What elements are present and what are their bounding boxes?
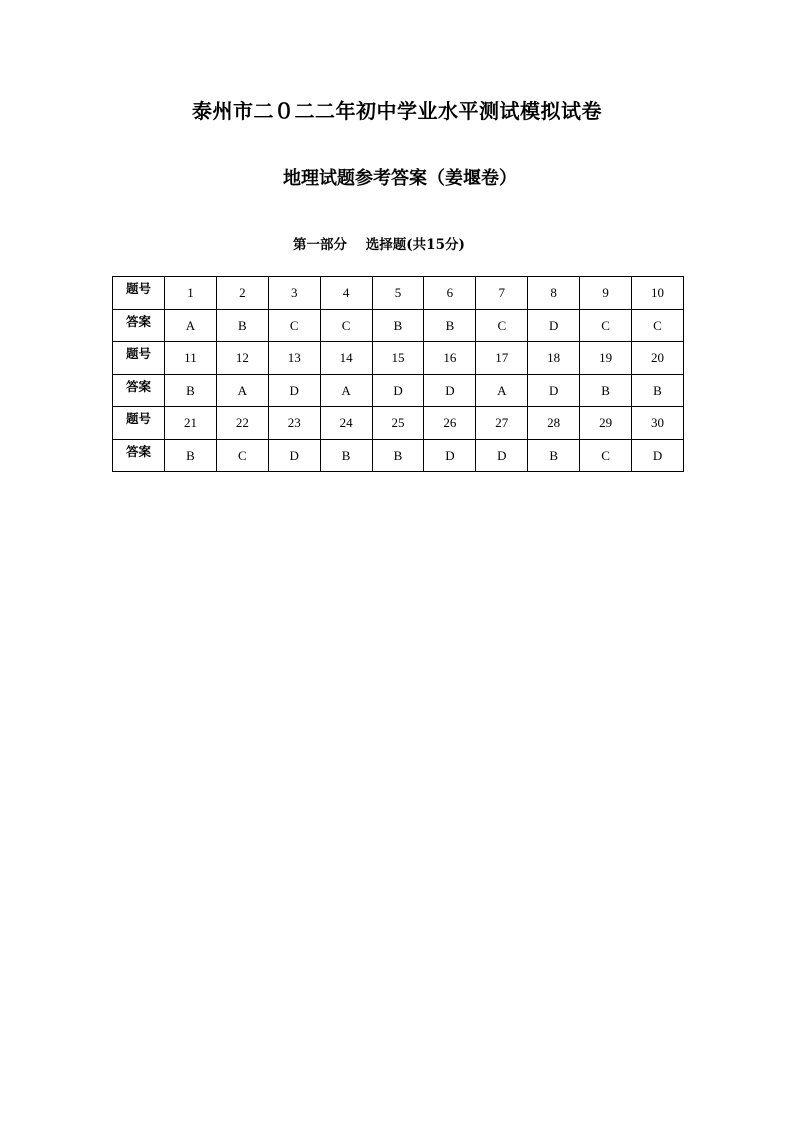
answer-cell: A (165, 309, 217, 342)
answer-cell: B (165, 439, 217, 472)
question-number-cell: 27 (476, 407, 528, 440)
question-number-label: 题号 (113, 277, 165, 310)
answer-cell: B (320, 439, 372, 472)
question-number-cell: 15 (372, 342, 424, 375)
question-number-cell: 6 (424, 277, 476, 310)
question-number-cell: 19 (580, 342, 632, 375)
answer-cell: C (320, 309, 372, 342)
answer-cell: A (216, 374, 268, 407)
answer-row (113, 309, 684, 342)
question-number-cell: 5 (372, 277, 424, 310)
answer-table-body (113, 277, 684, 472)
question-number-row (113, 277, 684, 310)
document-title: 泰州市二０二二年初中学业水平测试模拟试卷 (192, 99, 602, 123)
answer-cell: B (372, 439, 424, 472)
question-number-cell: 3 (268, 277, 320, 310)
answer-cell: B (372, 309, 424, 342)
question-number-cell: 9 (580, 277, 632, 310)
section-heading: 第一部分 选择题(共15分) (293, 237, 465, 253)
answer-cell: D (528, 374, 580, 407)
question-number-cell: 1 (165, 277, 217, 310)
answer-cell: B (632, 374, 684, 407)
question-number-label: 题号 (113, 342, 165, 375)
question-number-cell: 28 (528, 407, 580, 440)
answer-cell: B (424, 309, 476, 342)
question-number-cell: 16 (424, 342, 476, 375)
question-number-cell: 20 (632, 342, 684, 375)
answer-table (112, 276, 684, 472)
answer-cell: B (216, 309, 268, 342)
question-number-cell: 17 (476, 342, 528, 375)
answer-cell: C (580, 309, 632, 342)
answer-cell: D (476, 439, 528, 472)
question-number-cell: 23 (268, 407, 320, 440)
answer-cell: D (268, 374, 320, 407)
answer-cell: C (580, 439, 632, 472)
question-number-cell: 11 (165, 342, 217, 375)
answer-cell: D (424, 374, 476, 407)
answer-cell: D (268, 439, 320, 472)
answer-cell: B (165, 374, 217, 407)
answer-cell: D (528, 309, 580, 342)
question-number-cell: 7 (476, 277, 528, 310)
answer-label: 答案 (113, 309, 165, 342)
document-subtitle: 地理试题参考答案（姜堰卷） (283, 168, 517, 189)
question-number-cell: 8 (528, 277, 580, 310)
question-number-cell: 21 (165, 407, 217, 440)
question-number-cell: 4 (320, 277, 372, 310)
answer-cell: A (320, 374, 372, 407)
answer-label: 答案 (113, 439, 165, 472)
answer-label: 答案 (113, 374, 165, 407)
answer-cell: C (632, 309, 684, 342)
answer-cell: D (372, 374, 424, 407)
answer-cell: C (216, 439, 268, 472)
question-number-cell: 14 (320, 342, 372, 375)
question-number-cell: 2 (216, 277, 268, 310)
question-number-cell: 13 (268, 342, 320, 375)
question-number-cell: 22 (216, 407, 268, 440)
question-number-cell: 10 (632, 277, 684, 310)
answer-cell: C (476, 309, 528, 342)
answer-row (113, 439, 684, 472)
question-number-cell: 18 (528, 342, 580, 375)
question-number-cell: 30 (632, 407, 684, 440)
answer-cell: D (424, 439, 476, 472)
answer-row (113, 374, 684, 407)
question-number-cell: 24 (320, 407, 372, 440)
answer-cell: A (476, 374, 528, 407)
question-number-label: 题号 (113, 407, 165, 440)
question-number-row (113, 342, 684, 375)
answer-cell: D (632, 439, 684, 472)
question-number-row (113, 407, 684, 440)
answer-cell: C (268, 309, 320, 342)
question-number-cell: 25 (372, 407, 424, 440)
question-number-cell: 26 (424, 407, 476, 440)
answer-cell: B (528, 439, 580, 472)
question-number-cell: 29 (580, 407, 632, 440)
answer-cell: B (580, 374, 632, 407)
question-number-cell: 12 (216, 342, 268, 375)
